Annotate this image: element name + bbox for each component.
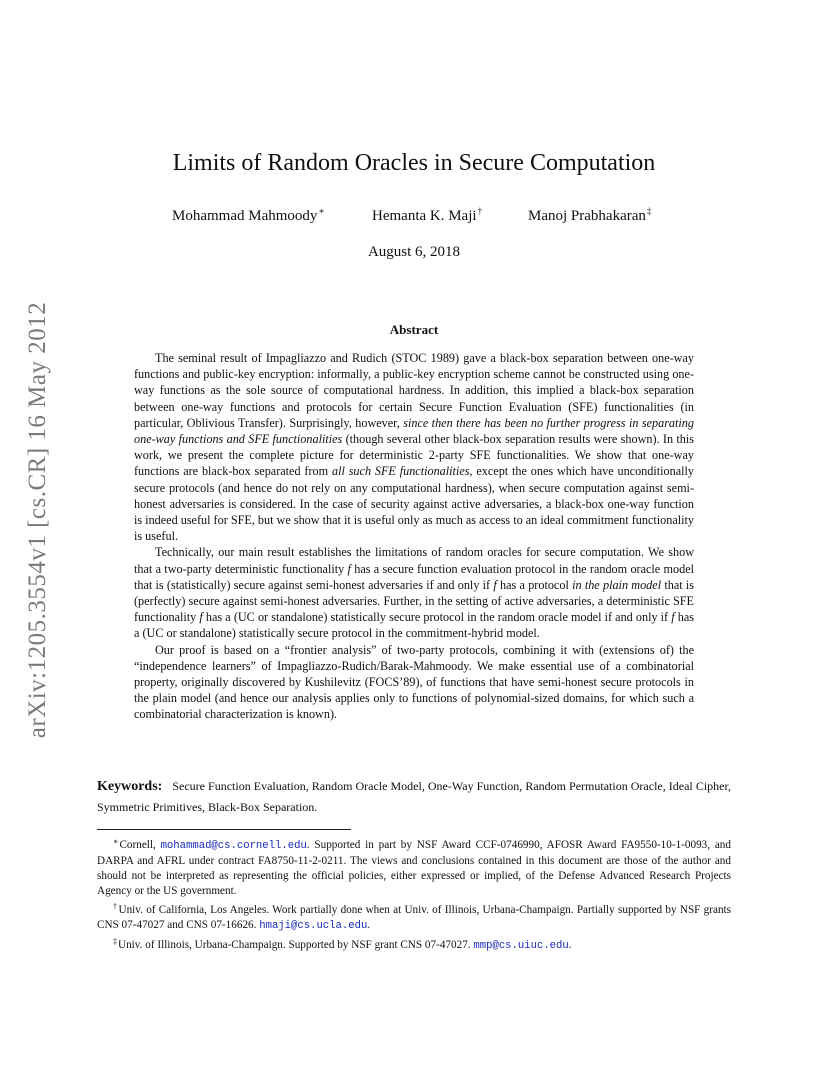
math-symbol-f: f	[347, 561, 351, 576]
author-footnote-mark: ∗	[318, 206, 325, 216]
email-link[interactable]: hmaji@cs.ucla.edu	[259, 920, 368, 932]
abstract-body	[134, 350, 694, 723]
abstract-text: has a (UC or standalone) statistically secure protocol in the commitment-hybrid model.	[134, 610, 695, 641]
footnote-2	[97, 899, 731, 934]
abstract-text: The seminal result of Impagliazzo and Rudich (STOC 1989) gave a black-box separation between one-way functions and public-key encryption: informally, a public-key encryption scheme cannot be constructed using one-way functions as the sole source of computational hardness. In addition, this implied a black-box separation between one-way functions and protocols for certain Secure Function Evaluation (SFE) functionalities (in particular, Oblivious Transfer). Surprisingly, however,	[134, 351, 694, 430]
author-name: Mohammad Mahmoody	[172, 208, 318, 224]
footnote-text: .	[367, 919, 371, 931]
abstract-text: has a (UC or standalone) statistically secure protocol in the random oracle model if and only if	[202, 610, 672, 625]
footnote-text: Cornell,	[119, 839, 161, 851]
author-name: Hemanta K. Maji	[372, 208, 477, 224]
author-3	[528, 206, 651, 225]
keywords-text: Secure Function Evaluation, Random Oracle Model, One-Way Function, Random Permutation Oracle, Ideal Cipher, Symmetric Primitives, Black-Box Separation.	[97, 779, 731, 814]
footnote-1	[97, 834, 731, 899]
author-name: Manoj Prabhakaran	[528, 208, 646, 224]
abstract-text: that is (perfectly) secure against semi-honest adversaries. Further, in the setting of active adversaries, a deterministic SFE functionality	[134, 577, 694, 625]
abstract-text: (though several other black-box separation results were shown). In this work, we present the complete picture for deterministic 2-party SFE functionalities. We show that one-way functions are black-box separated from	[134, 432, 694, 479]
abstract-text: Technically, our main result establishes the limitations of random oracles for secure computation. We show that a two-party deterministic functionality	[134, 545, 694, 576]
abstract-paragraph-1	[134, 350, 694, 544]
abstract-heading: Abstract	[389, 322, 439, 337]
keywords-label: Keywords:	[97, 779, 163, 794]
footnote-3	[97, 934, 731, 954]
math-symbol-f: f	[671, 610, 675, 625]
abstract-emphasis: in the plain model	[572, 577, 662, 592]
footnote-divider	[97, 829, 351, 830]
footnote-mark: †	[113, 902, 118, 911]
math-symbol-f: f	[199, 610, 203, 625]
abstract-text: has a secure function evaluation protocol in the random oracle model that is (statistically) secure against semi-honest adversaries if and only if	[134, 561, 694, 592]
abstract-emphasis: since then there has been no further progress in separating one-way functions and SFE functionalities	[134, 415, 694, 447]
footnotes	[97, 834, 731, 954]
email-link[interactable]: mmp@cs.uiuc.edu	[473, 940, 569, 952]
author-footnote-mark: †	[477, 206, 483, 216]
abstract-text: , except the ones which have unconditionally secure protocols (and hence do not rely on any computational hardness), when secure computation against semi-honest adversaries is considered. In the case of security against active adversaries, a black-box one-way function is indeed useful for SFE, but we show that it is useful only as much as access to an ideal commitment functionality is useful.	[134, 464, 694, 544]
keywords	[97, 776, 731, 818]
email-link[interactable]: mohammad@cs.cornell.edu	[160, 840, 307, 852]
math-symbol-f: f	[493, 577, 497, 592]
arxiv-identifier: arXiv:1205.3554v1 [cs.CR] 16 May 2012	[24, 301, 51, 739]
abstract-paragraph-3: Our proof is based on a “frontier analysis” of two-party protocols, combining it with (extensions of) the “independence learners” of Impagliazzo-Rudich/Barak-Mahmoody. We make essential use of a combinatorial property, originally discovered by Kushilevitz (FOCS’89), of functions that have semi-honest secure protocols in the plain model (and hence our analysis applies only to functions of polynomial-sized domains, for which such a combinatorial characterization is known).	[134, 642, 694, 722]
paper-date: August 6, 2018	[367, 244, 461, 260]
abstract-paragraph-2	[134, 544, 694, 641]
abstract-emphasis: all such SFE functionalities	[331, 464, 470, 479]
author-footnote-mark: ‡	[646, 206, 652, 216]
author-1	[172, 206, 325, 225]
footnote-text: Univ. of Illinois, Urbana-Champaign. Supported by NSF grant CNS 07-47027.	[118, 939, 474, 951]
footnote-mark: ‡	[113, 937, 117, 946]
footnote-text: .	[568, 939, 572, 951]
abstract-text: has a protocol	[496, 577, 573, 592]
paper-title: Limits of Random Oracles in Secure Computation	[172, 150, 656, 176]
author-2	[372, 206, 482, 225]
footnote-text: . Supported in part by NSF Award CCF-0746990, AFOSR Award FA9550-10-1-0093, and DARPA and AFRL under contract FA8750-11-2-0211. The views and conclusions contained in this document are those of the author and should not be interpreted as representing the official policies, either expressed or implied, of the Defense Advanced Research Projects Agency or the US government.	[97, 839, 731, 897]
footnote-text: Univ. of California, Los Angeles. Work partially done when at Univ. of Illinois, Urbana-Champaign. Partially supported by NSF grants CNS 07-47027 and CNS 07-16626.	[97, 904, 732, 931]
footnote-mark: ∗	[113, 837, 119, 846]
